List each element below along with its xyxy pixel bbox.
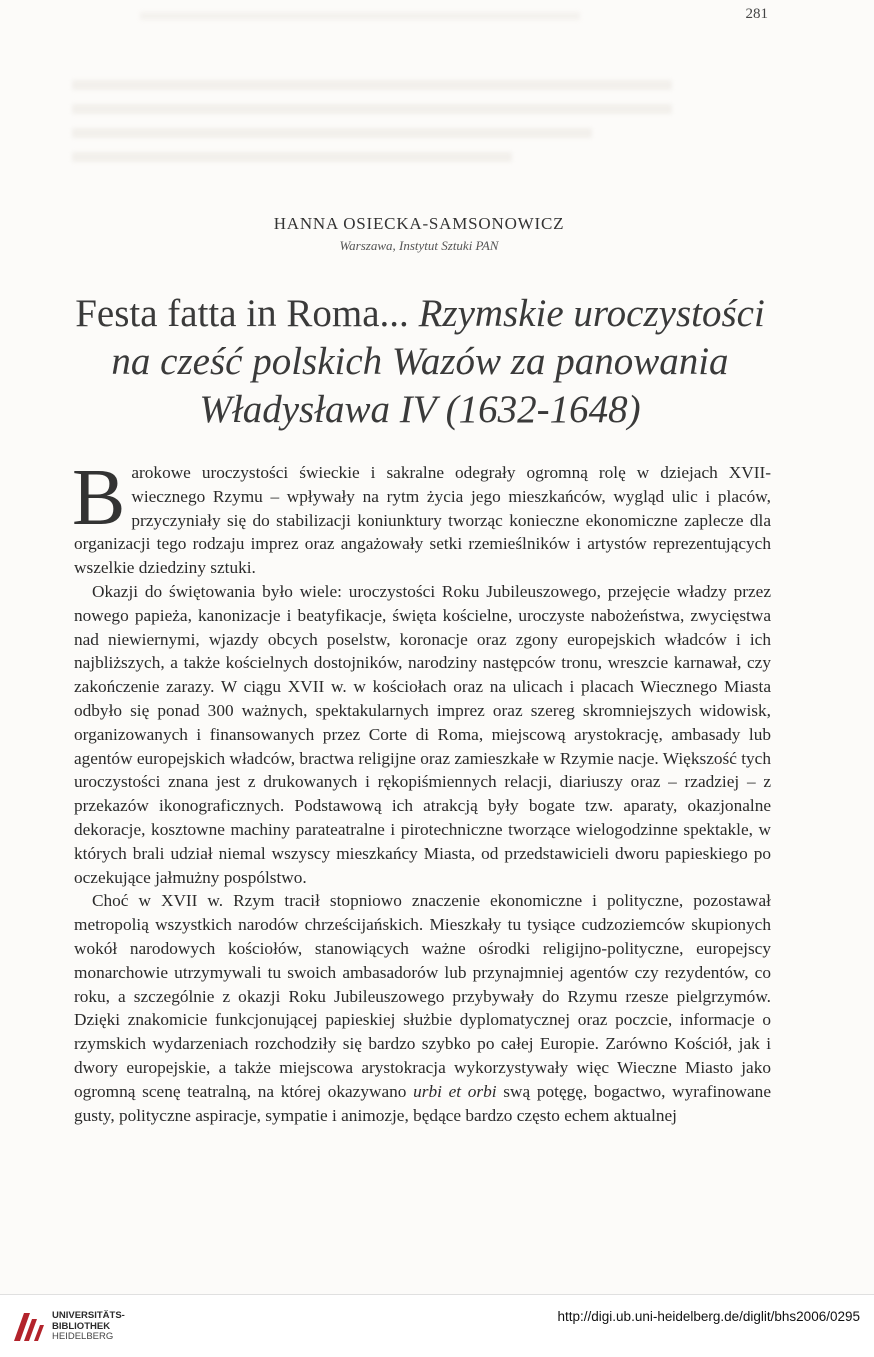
title-line3: Władysława IV (1632-1648) (199, 388, 641, 431)
article-body (72, 454, 771, 1127)
drop-cap: B (72, 454, 126, 542)
title-italic: Rzymskie uroczystości (418, 292, 765, 335)
paragraph-3 (74, 889, 771, 1127)
library-name-line3: HEIDELBERG (52, 1331, 114, 1342)
page-number: 281 (745, 6, 768, 22)
author-affiliation: Warszawa, Instytut Sztuki PAN (339, 238, 499, 253)
permalink-url[interactable]: http://digi.ub.uni-heidelberg.de/diglit/bhs2006/0295 (557, 1309, 860, 1324)
library-name-line2: BIBLIOTHEK (52, 1320, 111, 1332)
paragraph-1-text: arokowe uroczystości świeckie i sakralne odegrały ogromną rolę w dziejach XVII-wiecznego Rzymu – wpływały na rytm życia jego mieszkańców, wygląd ulic i placów, przyczyniały się do stabilizacji koniunktury tworząc konieczne ekonomiczne zaplecze dla organizacji tego rodzaju imprez oraz angażowały setki rzemieślników i artystów reprezentujących wszelkie dziedziny sztuki. (74, 463, 771, 578)
library-name (52, 1311, 125, 1343)
show-through-line (72, 128, 592, 138)
show-through-line (72, 104, 672, 114)
title-line2: na cześć polskich Wazów za panowania (111, 340, 729, 383)
library-footer (0, 1294, 874, 1357)
paragraph-2: Okazji do świętowania było wiele: uroczystości Roku Jubileuszowego, przejęcie władzy przez nowego papieża, kanonizacje i beatyfikacje, święta kościelne, uroczyste nabożeństwa, zwycięstwa nad niewiernymi, wjazdy obcych poselstw, koronacje oraz zgony europejskich władców i ich najbliższych, a także kościelnych dostojników, narodziny następców tronu, wreszcie karnawał, czy zakończenie zarazy. W ciągu XVII w. w kościołach oraz na ulicach i placach Wiecznego Miasta odbyło się ponad 300 ważnych, spektakularnych imprez oraz szereg skromniejszych widowisk, organizowanych i finansowanych przez Corte di Roma, miejscową arystokrację, ambasady lub agentów europejskich władców, bractwa religijne oraz zamieszkałe w Rzymie nacje. Większość tych uroczystości znana jest z drukowanych i rękopiśmiennych relacji, diariuszy oraz – rzadziej – z przekazów ikonograficznych. Podstawową ich atrakcją były bogate tzw. aparaty, okazjonalne dekoracje, kosztowne machiny parateatralne i pirotechniczne tworzące wielogodzinne spektakle, w których brali udział niemal wszyscy mieszkańcy Miasta, od przedstawicieli dworu papieskiego po oczekujące jałmużny pospólstwo. (74, 581, 771, 887)
heidelberg-library-logo-icon (10, 1309, 48, 1345)
show-through-line (72, 152, 512, 162)
article-title (60, 290, 780, 434)
title-line1 (75, 292, 765, 335)
author-name: HANNA OSIECKA-SAMSONOWICZ (273, 214, 565, 233)
title-plain: Festa fatta in Roma... (75, 292, 409, 335)
paragraph-1 (72, 454, 771, 580)
show-through-header (140, 12, 580, 20)
show-through-line (72, 80, 672, 90)
latin-phrase: urbi et orbi (413, 1081, 497, 1101)
paragraph-3-text-b: swą potęgę, bogactwo, wyrafinowane gusty, polityczne aspiracje, sympatie i animozje, będące bardzo często echem aktualnej (74, 1081, 771, 1125)
library-name-line1: UNIVERSITÄTS- (52, 1310, 125, 1321)
paragraph-3-text-a: Choć w XVII w. Rzym tracił stopniowo znaczenie ekonomiczne i polityczne, pozostawał metropolią wszystkich narodów chrześcijańskich. Mieszkały tu tysiące cudzoziemców skupionych wokół narodowych kościołów, stanowiących ważne ośrodki religijno-polityczne, europejscy monarchowie utrzymywali tu swoich ambasadorów lub przynajmniej agentów czy rezydentów, co roku, a szczególnie z okazji Roku Jubileuszowego przybywały do Rzymu rzesze pielgrzymów. Dzięki znakomicie funkcjonującej papieskiej służbie dyplomatycznej oraz poczcie, informacje o rzymskich wydarzeniach rozchodziły się bardzo szybko po całej Europie. Zarówno Kościół, jak i dwory europejskie, a także miejscowa arystokracja wykorzystywały więc Wieczne Miasto jako ogromną scenę teatralną, na której okazywano (74, 891, 771, 1101)
